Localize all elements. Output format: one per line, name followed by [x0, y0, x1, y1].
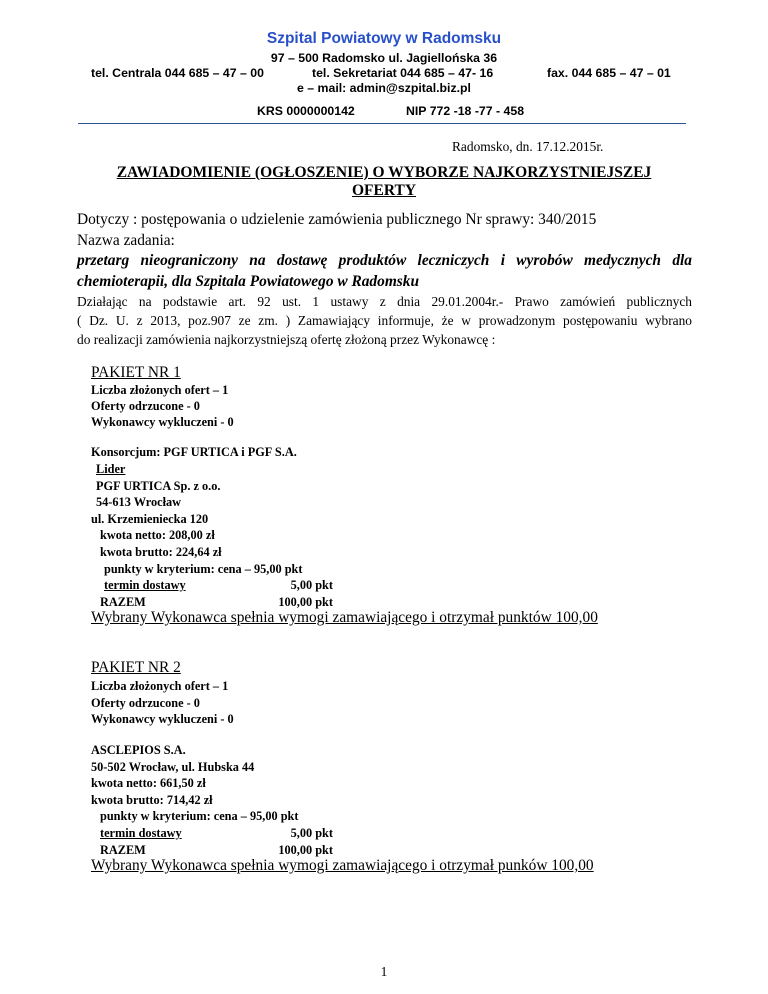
pakiet2-criterion-price: punkty w kryterium: cena – 95,00 pkt [100, 809, 299, 823]
pakiet1-excluded: Wykonawcy wykluczeni - 0 [91, 415, 234, 429]
pakiet2-total-points: 100,00 pkt [278, 843, 333, 857]
pakiet2-address: 50-502 Wrocław, ul. Hubska 44 [91, 760, 255, 774]
krs-number: KRS 0000000142 [257, 104, 355, 118]
pakiet1-leader: Lider [96, 462, 126, 476]
pakiet1-net: kwota netto: 208,00 zł [100, 528, 215, 542]
pakiet1-gross: kwota brutto: 224,64 zł [100, 545, 222, 559]
pakiet2-company: ASCLEPIOS S.A. [91, 743, 186, 757]
pakiet1-rejected: Oferty odrzucone - 0 [91, 399, 200, 413]
hospital-address: 97 – 500 Radomsko ul. Jagiellońska 36 [270, 51, 498, 65]
hospital-name: Szpital Powiatowy w Radomsku [266, 30, 502, 47]
pakiet1-delivery-label: termin dostawy [104, 578, 186, 592]
pakiet1-total-row [100, 595, 333, 610]
pakiet1-street: ul. Krzemieniecka 120 [91, 512, 209, 526]
document-title-line2: OFERTY [351, 182, 417, 199]
legal-basis-line1: Działając na podstawie art. 92 ust. 1 ustawy z dnia 29.01.2004r.- Prawo zamówień publicznych [77, 294, 692, 309]
pakiet2-heading: PAKIET NR 2 [91, 659, 181, 676]
pakiet2-delivery-row [100, 826, 333, 841]
pakiet2-total-row [100, 843, 333, 858]
pakiet1-total-label: RAZEM [100, 595, 146, 609]
pakiet2-excluded: Wykonawcy wykluczeni - 0 [91, 712, 234, 726]
date-line: Radomsko, dn. 17.12.2015r. [452, 139, 604, 154]
pakiet1-offers: Liczba złożonych ofert – 1 [91, 383, 229, 397]
pakiet1-criterion-price: punkty w kryterium: cena – 95,00 pkt [104, 562, 303, 576]
pakiet1-city: 54-613 Wrocław [96, 495, 182, 509]
document-title: ZAWIADOMIENIE (OGŁOSZENIE) O WYBORZE NAJKORZYSTNIEJSZEJ [116, 164, 652, 181]
pakiet1-total-points: 100,00 pkt [278, 595, 333, 609]
pakiet2-offers: Liczba złożonych ofert – 1 [91, 679, 229, 693]
legal-basis-line3: do realizacji zamówienia najkorzystniejszą ofertę złożoną przez Wykonawcę : [77, 332, 496, 347]
task-name-line1: przetarg nieograniczony na dostawę produktów leczniczych i wyrobów medycznych dla [77, 252, 692, 269]
pakiet1-heading: PAKIET NR 1 [91, 364, 181, 381]
phone-central: tel. Centrala 044 685 – 47 – 00 [91, 66, 264, 80]
pakiet2-delivery-points: 5,00 pkt [290, 826, 333, 840]
fax: fax. 044 685 – 47 – 01 [547, 66, 671, 80]
header-divider [78, 123, 686, 124]
nip-number: NIP 772 -18 -77 - 458 [406, 104, 525, 118]
pakiet1-delivery-points: 5,00 pkt [290, 578, 333, 592]
pakiet1-consortium: Konsorcjum: PGF URTICA i PGF S.A. [91, 445, 297, 459]
page-number: 1 [380, 964, 388, 979]
pakiet2-result: Wybrany Wykonawca spełnia wymogi zamawiającego i otrzymał punków 100,00 [91, 857, 594, 874]
email: e – mail: admin@szpital.biz.pl [297, 81, 471, 95]
pakiet2-gross: kwota brutto: 714,42 zł [91, 793, 213, 807]
pakiet2-total-label: RAZEM [100, 843, 146, 857]
task-name-label: Nazwa zadania: [77, 232, 175, 249]
pakiet1-delivery-row [104, 578, 333, 593]
legal-basis-line2: ( Dz. U. z 2013, poz.907 ze zm. ) Zamawiający informuje, że w prowadzonym postępowaniu wybrano [77, 313, 692, 328]
case-reference: Dotyczy : postępowania o udzielenie zamówienia publicznego Nr sprawy: 340/2015 [77, 211, 597, 228]
pakiet1-company: PGF URTICA Sp. z o.o. [96, 479, 221, 493]
pakiet2-net: kwota netto: 661,50 zł [91, 776, 206, 790]
pakiet2-rejected: Oferty odrzucone - 0 [91, 696, 200, 710]
pakiet1-result: Wybrany Wykonawca spełnia wymogi zamawiającego i otrzymał punktów 100,00 [91, 609, 598, 626]
phone-secretariat: tel. Sekretariat 044 685 – 47- 16 [312, 66, 494, 80]
pakiet2-delivery-label: termin dostawy [100, 826, 182, 840]
task-name-line2: chemioterapii, dla Szpitala Powiatowego w Radomsku [77, 273, 420, 290]
